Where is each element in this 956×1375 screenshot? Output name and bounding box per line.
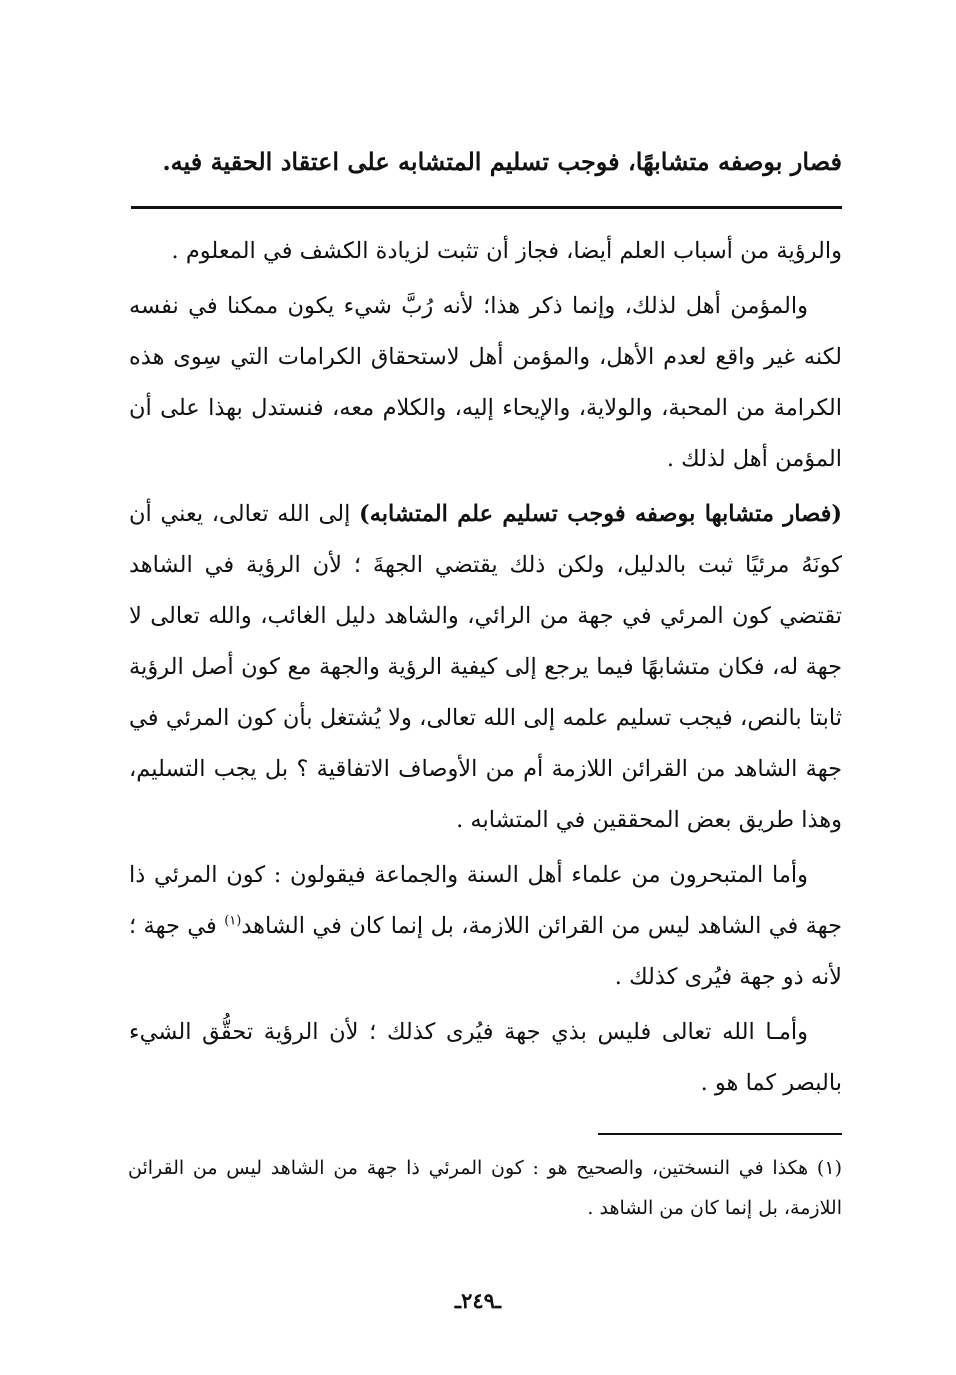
running-header: فصار بوصفه متشابهًا، فوجب تسليم المتشابه على اعتقاد الحقية فيه.	[162, 147, 842, 176]
commentary-text: إلى الله تعالى، يعني أن كونَهُ مرئيًا ثبت بالدليل، ولكن ذلك يقتضي الجهةَ ؛ لأن الرؤية في الشاهد تقتضي كون المرئي في جهة من الرائي، والشاهد دليل الغائب، والله تعالى لا جهة له، فكان متشابهًا فيما يرجع إلى كيفية الرؤية والجهة مع كون أصل الرؤية ثابتا بالنص، فيجب تسليم علمه إلى الله تعالى، ولا يُشتغل بأن كون المرئي في جهة الشاهد من القرائن اللازمة أم من الأوصاف الاتفاقية ؟ بل يجب التسليم، وهذا طريق بعض المحققين في المتشابه .	[129, 501, 842, 833]
paragraph-4-start: وأما المتبحرون من علماء أهل السنة والجماعة فيقولون : كون المرئي ذا جهة في الشاهد ليس من القرائن اللازمة، بل إنما كان في الشاهد	[129, 862, 842, 939]
footnote-marker: (١)	[224, 913, 242, 929]
paragraph-4-end: في جهة ؛ لأنه ذو جهة فيُرى كذلك .	[129, 913, 842, 990]
footnote-divider	[598, 1133, 842, 1135]
quoted-text: (فصار متشابها بوصفه فوجب تسليم علم المتشابه)	[359, 501, 842, 527]
paragraph-4	[129, 850, 842, 1003]
paragraph-5: وأمـا الله تعالى فليس بذي جهة فيُرى كذلك ؛ لأن الرؤية تحقُّق الشيء بالبصر كما هو .	[129, 1019, 842, 1096]
main-text	[129, 226, 842, 1113]
header-divider	[131, 206, 842, 209]
paragraph-2: والمؤمن أهل لذلك، وإنما ذكر هذا؛ لأنه رُبَّ شيء يكون ممكنا في نفسه لكنه غير واقع لعدم الأهل، والمؤمن أهل لاستحقاق الكرامات التي سِوى هذه الكرامة من المحبة، والولاية، والإيحاء إليه، والكلام معه، فنستدل بهذا على أن المؤمن أهل لذلك .	[129, 293, 842, 472]
footnote: (١) هكذا في النسختين، والصحيح هو : كون المرئي ذا جهة من الشاهد ليس من القرائن اللازمة، بل إنما كان من الشاهد .	[128, 1157, 842, 1219]
page-number: ـ٢٤٩ـ	[454, 1288, 502, 1313]
paragraph-1: والرؤية من أسباب العلم أيضا، فجاز أن تثبت لزيادة الكشف في المعلوم .	[171, 238, 842, 264]
paragraph-3	[129, 489, 842, 846]
